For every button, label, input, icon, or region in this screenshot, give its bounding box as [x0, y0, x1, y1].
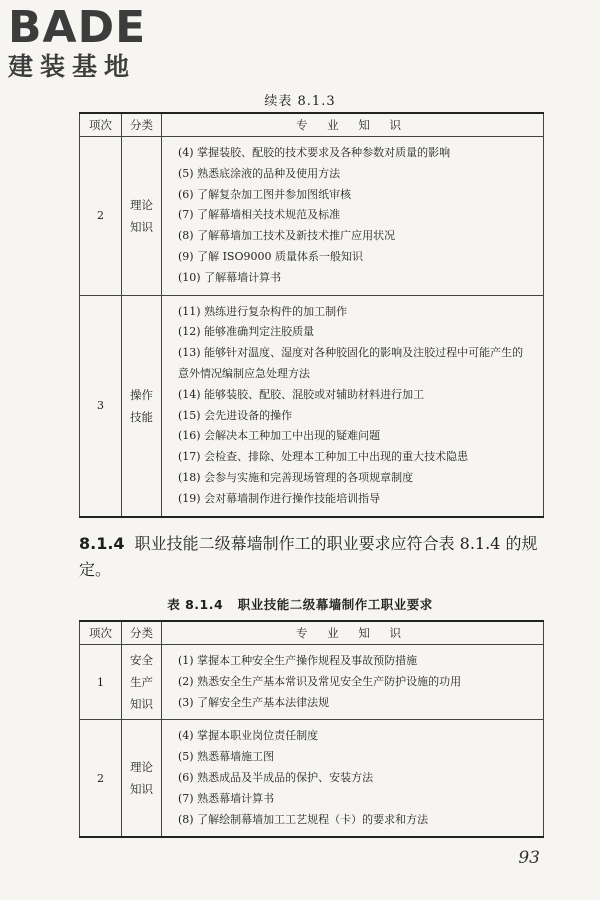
bade-logo — [8, 2, 178, 82]
table-row — [80, 295, 544, 516]
category-line: 知识 — [130, 697, 153, 712]
logo-text: BADE — [8, 2, 147, 53]
list-item: (10) 了解幕墙计算书 — [178, 270, 282, 284]
category-line: 操作 — [130, 387, 153, 402]
logo-subtitle: 建装基地 — [8, 52, 137, 81]
list-item: (18) 会参与实施和完善现场管理的各项规章制度 — [178, 470, 414, 484]
category-line: 理论 — [130, 760, 153, 775]
row-number: 2 — [80, 137, 122, 296]
list-item: (15) 会先进设备的操作 — [178, 408, 293, 422]
list-item: (5) 熟悉底涂液的品种及使用方法 — [178, 166, 341, 180]
row-number: 2 — [80, 720, 122, 837]
row-number: 1 — [80, 645, 122, 720]
list-item: (9) 了解 ISO9000 质量体系一般知识 — [178, 249, 363, 263]
row-category — [122, 295, 162, 516]
table-cont-caption: 续表 8.1.3 — [264, 94, 336, 109]
list-item: (6) 了解复杂加工图并参加图纸审核 — [178, 187, 352, 201]
table-row — [80, 720, 544, 837]
header-index: 项次 — [80, 113, 122, 137]
category-line: 理论 — [130, 197, 153, 212]
row-category — [122, 645, 162, 720]
list-item: (3) 了解安全生产基本法律法规 — [178, 695, 330, 709]
header-category: 分类 — [122, 113, 162, 137]
category-line: 生产 — [130, 675, 153, 690]
table-row — [80, 645, 544, 720]
list-item: (6) 熟悉成品及半成品的保护、安装方法 — [178, 770, 374, 784]
header-index: 项次 — [80, 621, 122, 645]
table-8-1-4 — [79, 620, 544, 838]
list-item: (4) 掌握装胶、配胶的技术要求及各种参数对质量的影响 — [178, 146, 451, 159]
header-knowledge: 专 业 知 识 — [162, 113, 544, 137]
table-8-1-3-cont — [79, 112, 544, 518]
list-item: (8) 了解绘制幕墙加工工艺规程（卡）的要求和方法 — [178, 812, 429, 826]
category-line: 安全 — [130, 653, 153, 668]
category-line: 技能 — [130, 409, 153, 424]
list-item: (12) 能够准确判定注胶质量 — [178, 325, 315, 339]
section-number: 8.1.4 — [79, 534, 125, 553]
page-number: 93 — [518, 848, 540, 868]
list-item: (11) 熟练进行复杂构件的加工制作 — [178, 304, 348, 318]
row-items — [162, 295, 544, 516]
list-item: (19) 会对幕墙制作进行操作技能培训指导 — [178, 491, 381, 505]
row-items — [162, 645, 544, 720]
section-text: 职业技能二级幕墙制作工的职业要求应符合表 8.1.4 的规定。 — [79, 534, 538, 579]
list-item: (13) 能够针对温度、湿度对各种胶固化的影响及注胶过程中可能产生的意外情况编制应急处理方法 — [178, 346, 524, 380]
list-item: (14) 能够装胶、配胶、混胶或对辅助材料进行加工 — [178, 387, 425, 401]
category-line: 知识 — [130, 219, 153, 234]
list-item: (1) 掌握本工种安全生产操作规程及事故预防措施 — [178, 654, 418, 667]
list-item: (4) 掌握本职业岗位责任制度 — [178, 729, 319, 743]
header-knowledge: 专 业 知 识 — [162, 621, 544, 645]
section-8-1-4 — [79, 531, 549, 583]
category-line: 知识 — [130, 782, 153, 797]
row-category — [122, 137, 162, 296]
list-item: (5) 熟悉幕墙施工图 — [178, 750, 275, 764]
list-item: (8) 了解幕墙加工技术及新技术推广应用状况 — [178, 229, 396, 243]
row-number: 3 — [80, 295, 122, 516]
list-item: (17) 会检查、排除、处理本工种加工中出现的重大技术隐患 — [178, 450, 469, 464]
row-category — [122, 720, 162, 837]
header-category: 分类 — [122, 621, 162, 645]
table-new-caption: 表 8.1.4 职业技能二级幕墙制作工职业要求 — [167, 597, 433, 612]
list-item: (2) 熟悉安全生产基本常识及常见安全生产防护设施的功用 — [178, 674, 462, 688]
row-items — [162, 720, 544, 837]
table-row — [80, 137, 544, 296]
list-item: (16) 会解决本工种加工中出现的疑难问题 — [178, 429, 381, 443]
list-item: (7) 了解幕墙相关技术规范及标准 — [178, 208, 341, 222]
row-items — [162, 137, 544, 296]
list-item: (7) 熟悉幕墙计算书 — [178, 791, 275, 805]
